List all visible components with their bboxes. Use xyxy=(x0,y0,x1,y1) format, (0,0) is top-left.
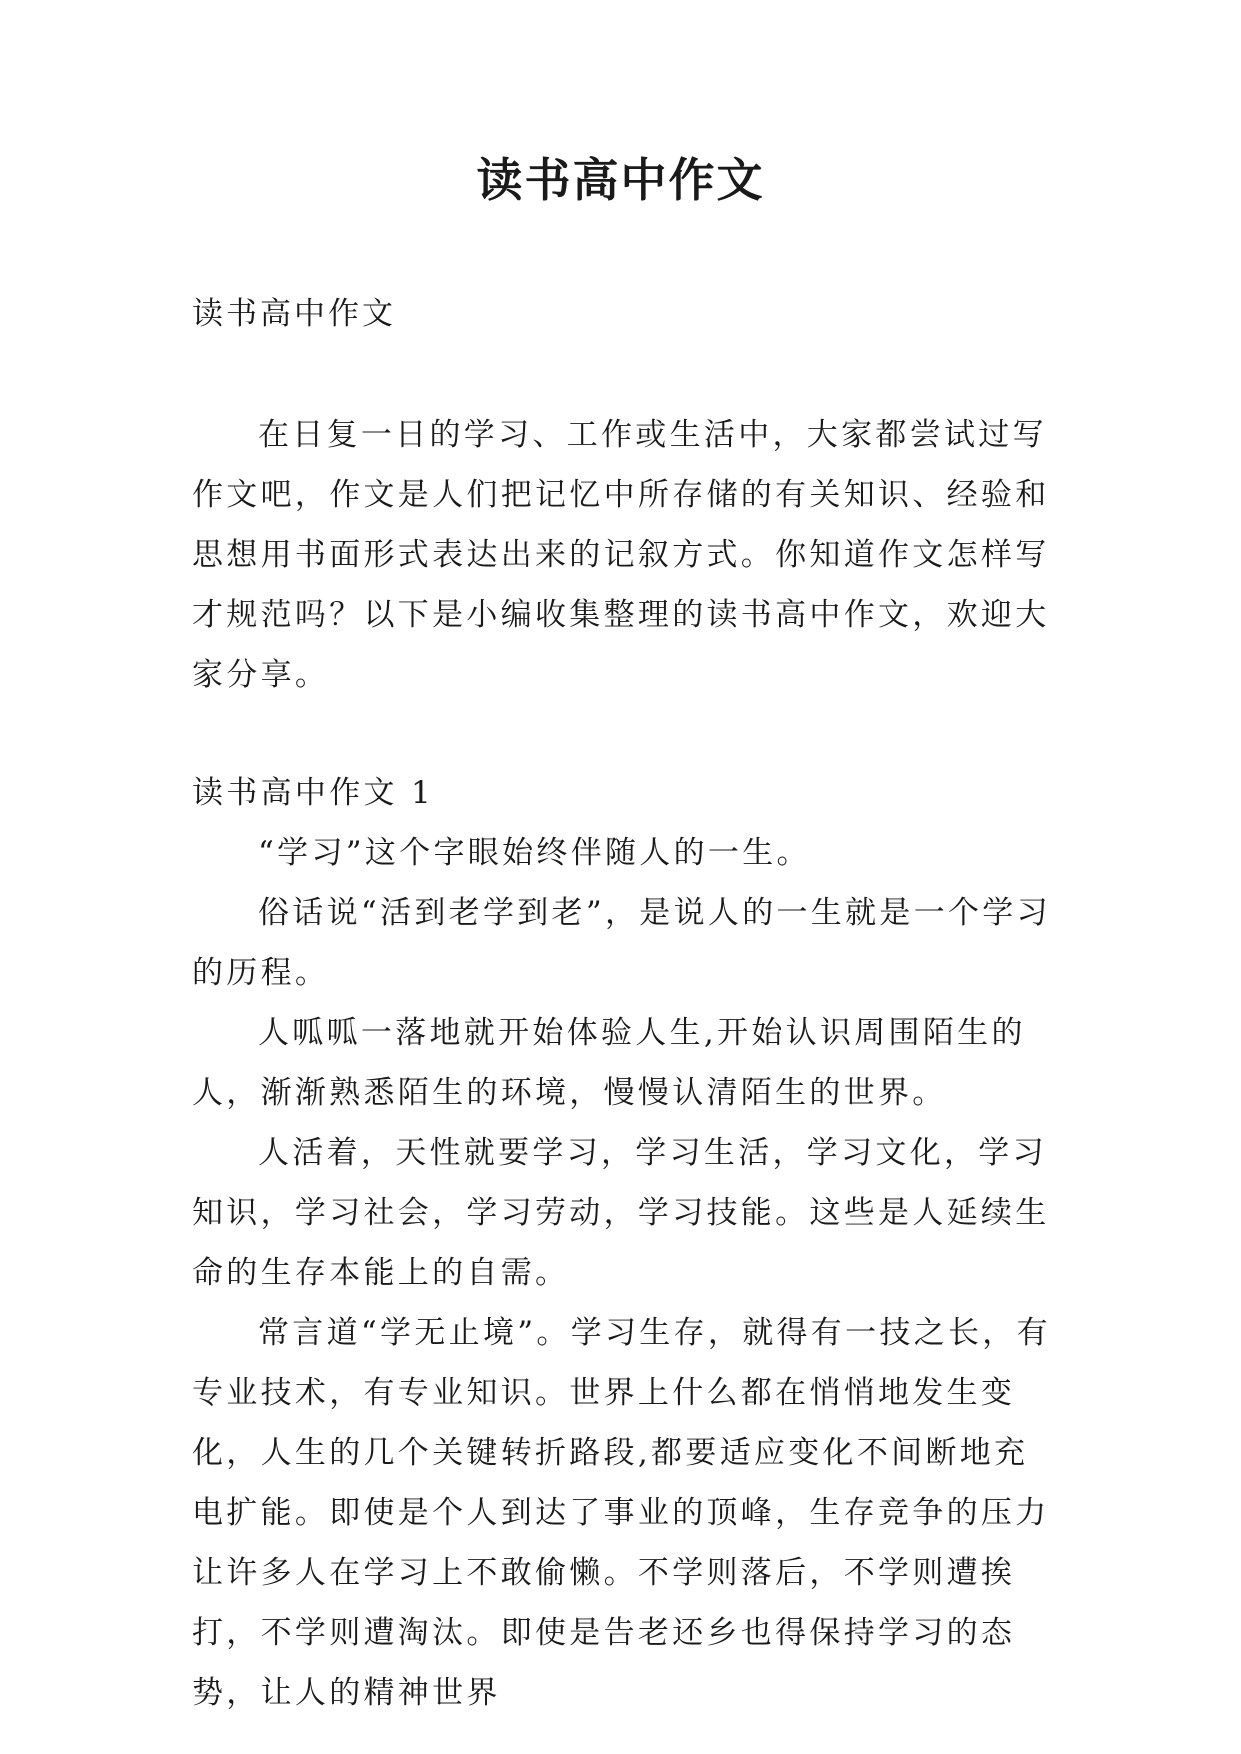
body-paragraph-3: 人呱呱一落地就开始体验人生,开始认识周围陌生的人，渐渐熟悉陌生的环境，慢慢认清陌生的世界。 xyxy=(192,1015,1026,1111)
intro-paragraph: 在日复一日的学习、工作或生活中，大家都尝试过写作文吧，作文是人们把记忆中所存储的有关知识、经验和思想用书面形式表达出来的记叙方式。你知道作文怎样写才规范吗？以下是小编收集整理的读书高中作文，欢迎大家分享。 xyxy=(192,417,1050,693)
body-paragraph-5: 常言道“学无止境”。学习生存，就得有一技之长，有专业技术，有专业知识。世界上什么都在悄悄地发生变化，人生的几个关键转折路段,都要适应变化不间断地充电扩能。即使是个人到达了事业的顶峰，生存竞争的压力让许多人在学习上不敢偷懒。不学则落后，不学则遭挨打，不学则遭淘汰。即使是告老还乡也得保持学习的态势，让人的精神世界 xyxy=(192,1315,1051,1711)
section-heading: 读书高中作文 1 xyxy=(192,775,434,811)
document-title: 读书高中作文 xyxy=(476,153,765,207)
document-body xyxy=(192,405,1062,1723)
document-subtitle: 读书高中作文 xyxy=(192,296,396,332)
body-paragraph-1: “学习”这个字眼始终伴随人的一生。 xyxy=(258,835,811,871)
body-paragraph-4: 人活着，天性就要学习，学习生活，学习文化，学习知识，学习社会，学习劳动，学习技能。这些是人延续生命的生存本能上的自需。 xyxy=(192,1135,1050,1291)
body-paragraph-2: 俗话说“活到老学到老”，是说人的一生就是一个学习的历程。 xyxy=(192,895,1051,991)
